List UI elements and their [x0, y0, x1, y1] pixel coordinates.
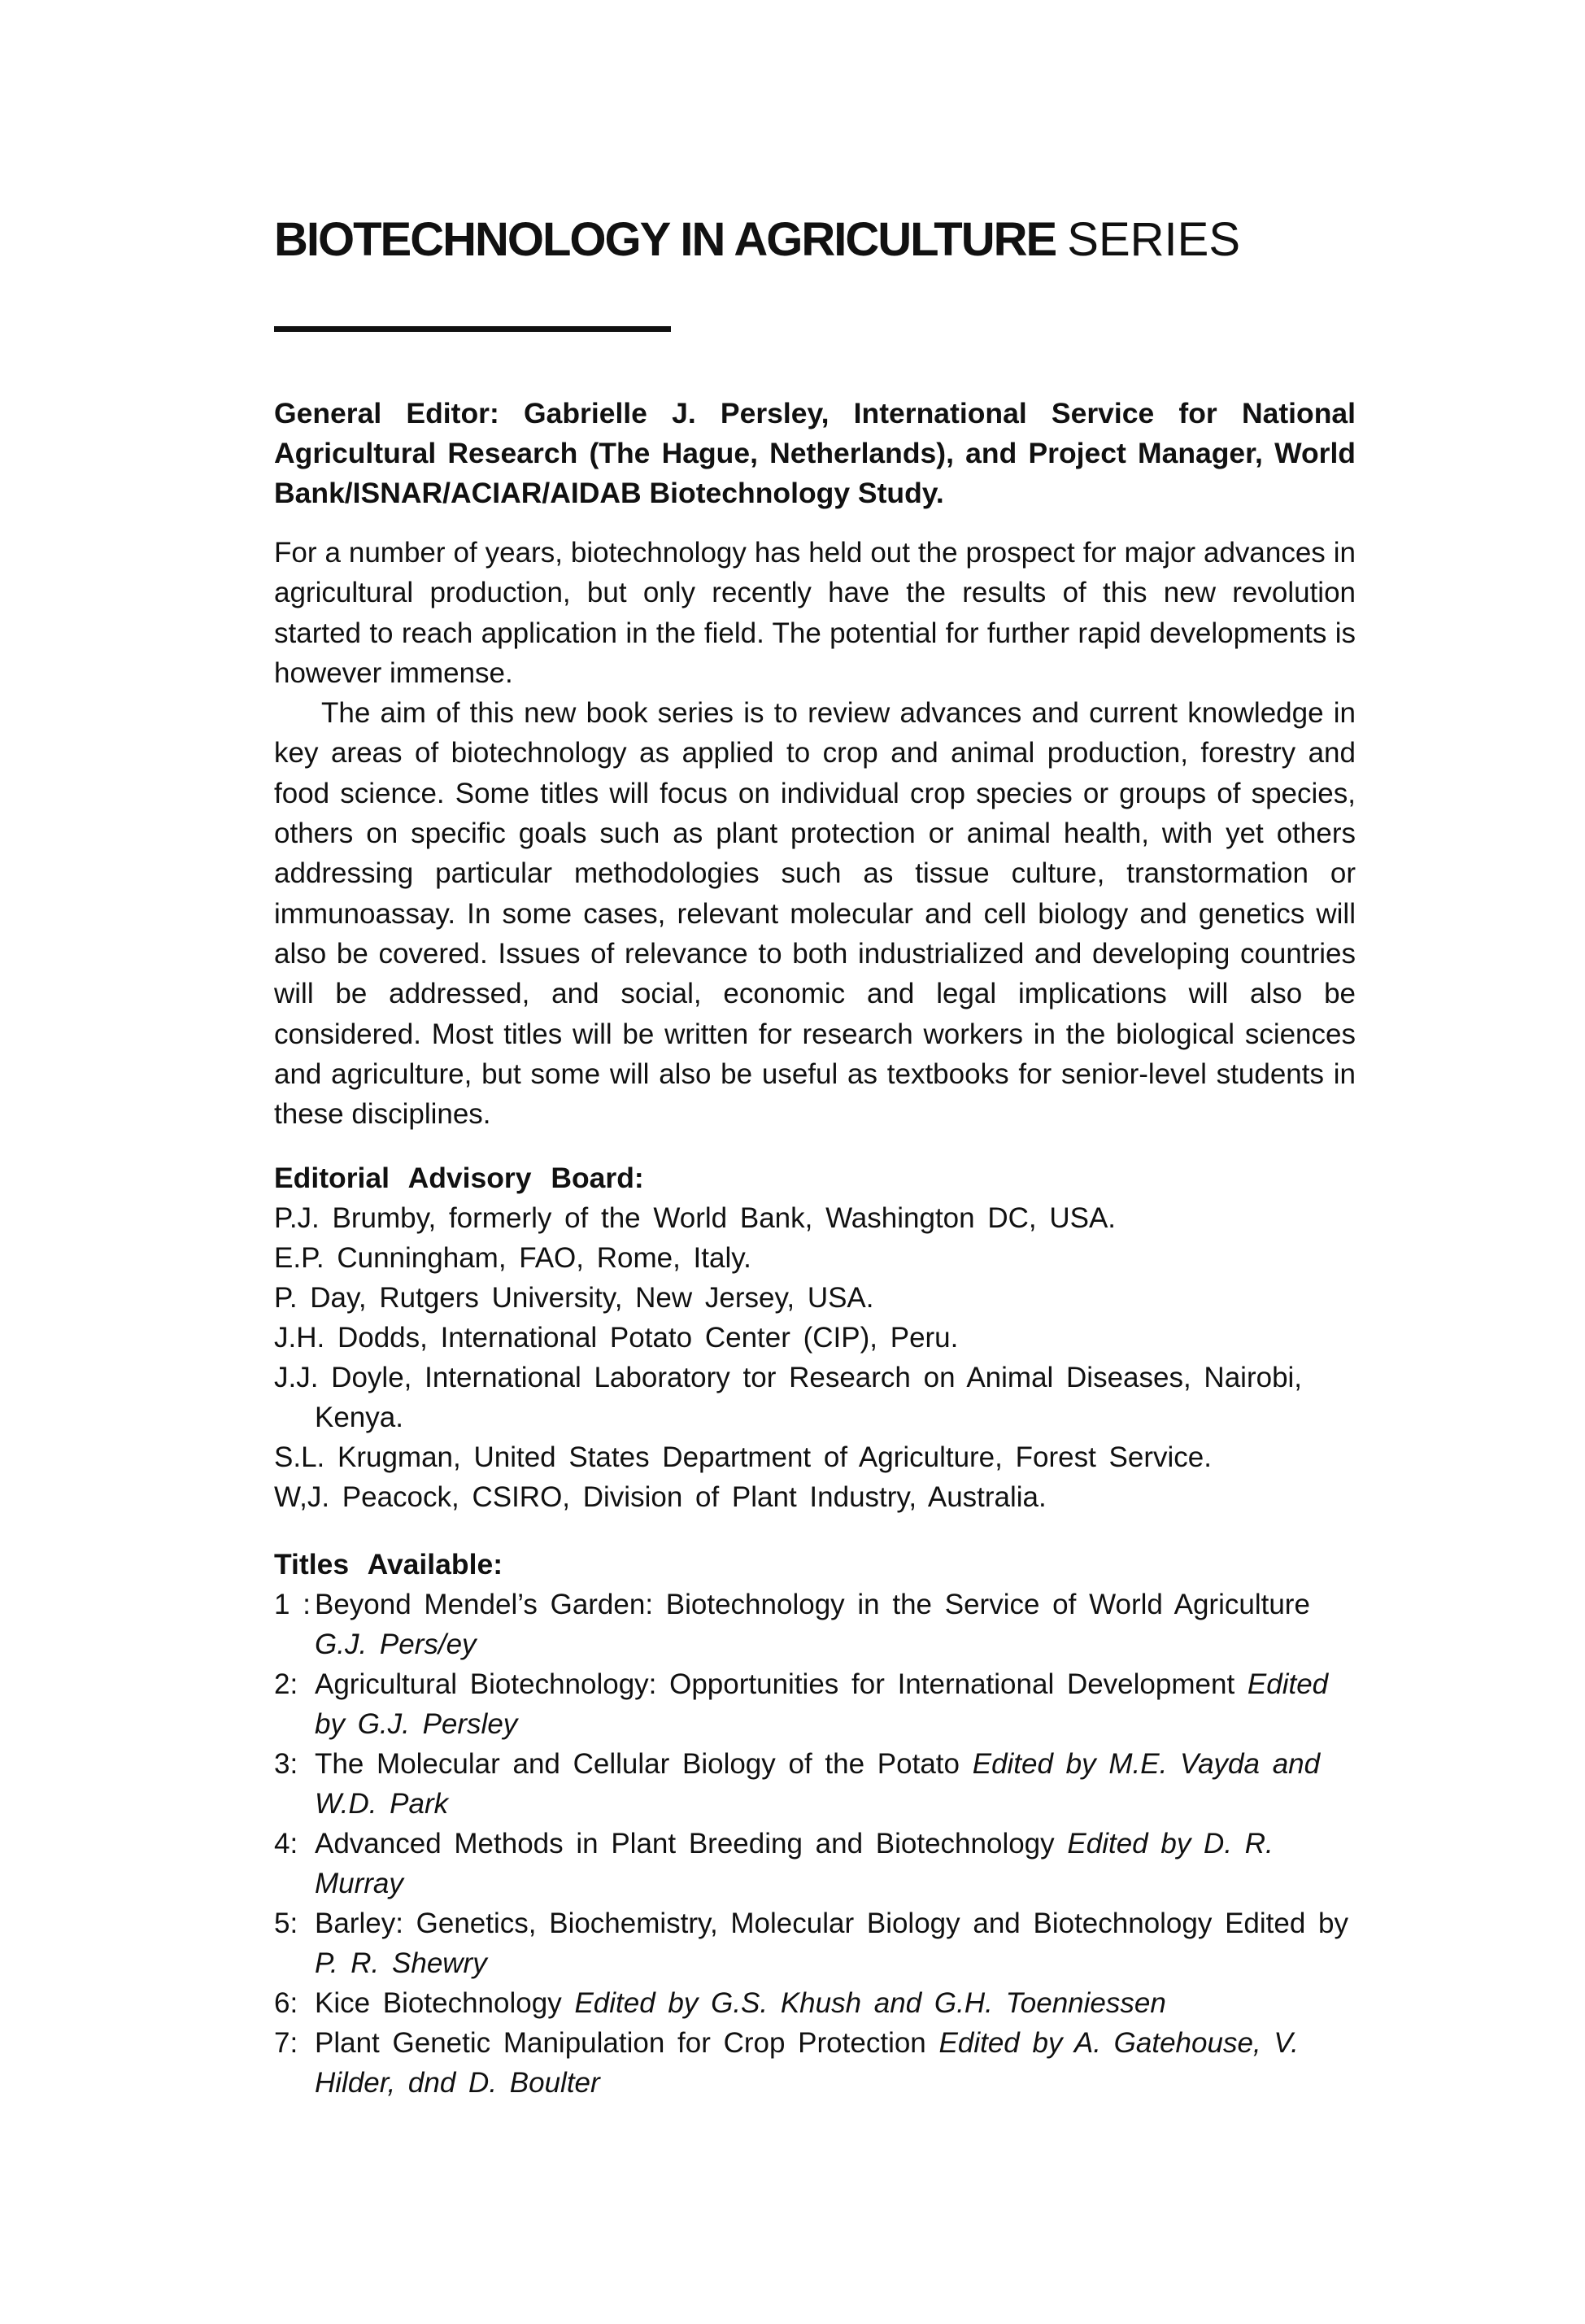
title-rule [274, 326, 671, 332]
title-number: 1 : [274, 1589, 311, 1621]
page [274, 207, 1356, 2103]
title-number: 7: [274, 2027, 298, 2060]
title-item [274, 1664, 1356, 1744]
title-item [274, 1983, 1356, 2023]
title-number: 4: [274, 1828, 298, 1860]
title-item [274, 2023, 1356, 2103]
board-member: P.J. Brumby, formerly of the World Bank, Washington DC, USA. [274, 1202, 1117, 1235]
intro-paragraph-1: For a number of years, biotechnology has held out the prospect for major advances in agricultural production, but only recently have the results of this new revolution started to reach application in the field. The potential for further rapid developments is however immense. [274, 537, 1356, 689]
book-editor: Edited by G.J. Persley [315, 1668, 1329, 1741]
title-text [315, 1983, 1356, 2023]
title-text [315, 2023, 1356, 2103]
title-text [315, 1824, 1356, 1903]
series-title [274, 207, 1356, 273]
title-text [315, 1903, 1356, 1983]
board-member: W,J. Peacock, CSIRO, Division of Plant Industry, Australia. [274, 1481, 1047, 1514]
title-text [315, 1664, 1356, 1744]
title-item [274, 1903, 1356, 1983]
title-text [315, 1744, 1356, 1824]
title-number: 5: [274, 1908, 298, 1940]
book-title: Kice Biotechnology [315, 1987, 562, 2020]
titles-heading: Titles Available: [274, 1548, 503, 1581]
board-member: S.L. Krugman, United States Department of Agriculture, Forest Service. [274, 1441, 1212, 1474]
book-title: Plant Genetic Manipulation for Crop Protection [315, 2027, 926, 2060]
general-editor: General Editor: Gabrielle J. Persley, International Service for National Agricultural Research (The Hague, Netherlands), and Project Manager, World Bank/ISNAR/ACIAR/AIDAB Biotechnology Study. [274, 397, 1356, 509]
board-member: J.J. Doyle, International Laboratory tor Research on Animal Diseases, Nairobi, Kenya. [274, 1362, 1303, 1434]
title-item [274, 1585, 1356, 1664]
series-title-main: BIOTECHNOLOGY IN AGRICULTURE [274, 213, 1056, 266]
advisory-board-heading: Editorial Advisory Board: [274, 1162, 644, 1195]
title-number: 2: [274, 1668, 298, 1701]
book-title: Advanced Methods in Plant Breeding and Biotechnology [315, 1828, 1055, 1860]
board-member: E.P. Cunningham, FAO, Rome, Italy. [274, 1242, 751, 1275]
book-title: Beyond Mendel’s Garden: Biotechnology in the Service of World Agriculture [315, 1589, 1310, 1621]
advisory-board-list [274, 1198, 1356, 1517]
book-editor: Edited by D. R. Murray [315, 1828, 1274, 1900]
board-member: J.H. Dodds, International Potato Center (CIP), Peru. [274, 1322, 959, 1354]
title-number: 6: [274, 1987, 298, 2020]
book-title: Agricultural Biotechnology: Opportunities for International Development [315, 1668, 1235, 1701]
titles-list [274, 1585, 1356, 2103]
title-text [315, 1585, 1356, 1664]
book-title: Barley: Genetics, Biochemistry, Molecular Biology and Biotechnology Edited by [315, 1908, 1349, 1940]
book-editor: Edited by G.S. Khush and G.H. Toenniessen [574, 1987, 1166, 2020]
book-editor: G.J. Pers/ey [315, 1629, 477, 1661]
title-item [274, 1744, 1356, 1824]
title-item [274, 1824, 1356, 1903]
board-member: P. Day, Rutgers University, New Jersey, USA. [274, 1282, 874, 1315]
book-editor: P. R. Shewry [315, 1947, 487, 1980]
book-title: The Molecular and Cellular Biology of the Potato [315, 1748, 960, 1781]
book-editor: Edited by M.E. Vayda and W.D. Park [315, 1748, 1321, 1820]
series-title-suffix: SERIES [1067, 213, 1241, 266]
intro-paragraph-2: The aim of this new book series is to review advances and current knowledge in key areas of biotechnology as applied to crop and animal production, forestry and food science. Some titles will focus on individual crop species or groups of species, others on specific goals such as plant protection or animal health, with yet others addressing particular methodologies such as tissue culture, transtormation or immunoassay. In some cases, relevant molecular and cell biology and genetics will also be covered. Issues of relevance to both industrialized and developing countries will be addressed, and social, economic and legal implications will also be considered. Most titles will be written for research workers in the biological sciences and agriculture, but some will also be useful as textbooks for senior-level students in these disciplines. [274, 697, 1356, 1131]
title-number: 3: [274, 1748, 298, 1781]
book-editor: Edited by A. Gatehouse, V. Hilder, dnd D. Boulter [315, 2027, 1299, 2099]
series-intro [274, 533, 1356, 1134]
